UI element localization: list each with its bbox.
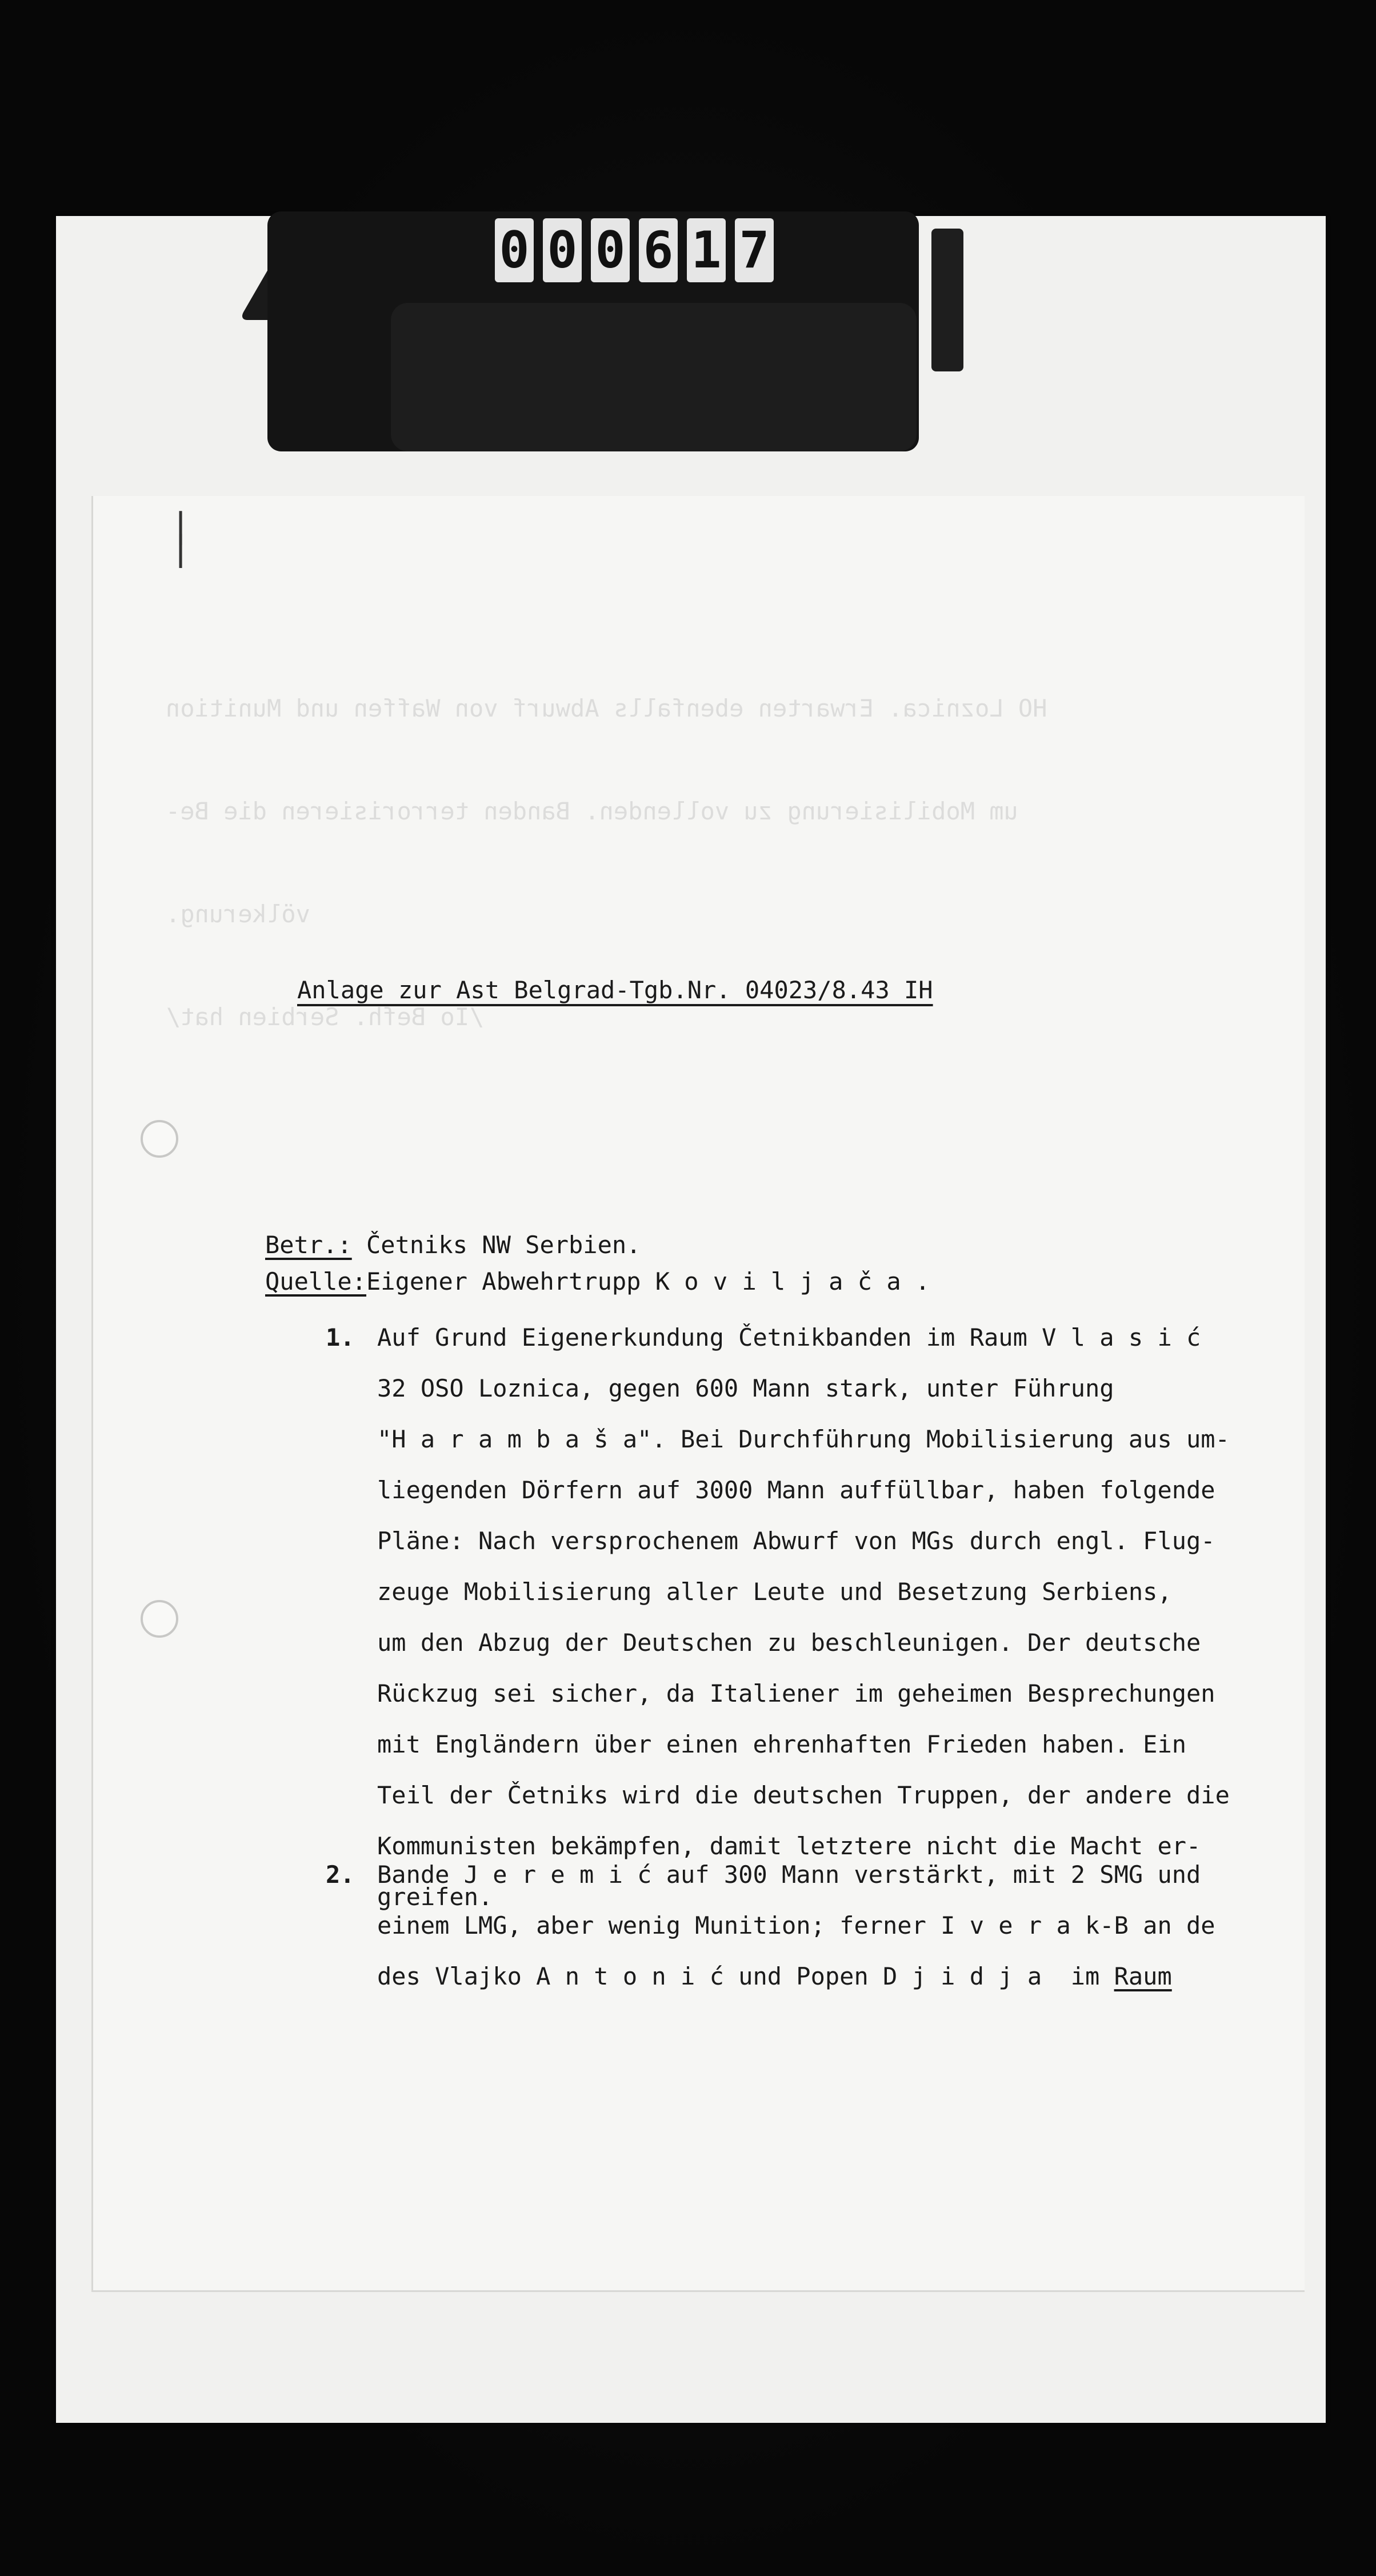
underlined-word: Raum [1114,1962,1172,1990]
punch-hole [141,1600,178,1638]
bleed-line: um Mobilisierung zu vollenden. Banden terrorisieren die Be- [166,797,1018,825]
bleed-line: /Io Befh. Serbien hat/ [166,1003,484,1031]
bleed-line: völkerung. [166,900,310,928]
item-number: 2. [326,1861,355,1889]
item-number: 1. [326,1323,355,1351]
source-label: Quelle: [265,1267,367,1295]
frame-counter [495,218,774,285]
counter-digit: 0 [591,218,630,282]
item-text: Auf Grund Eigenerkundung Četnikbanden im Raum V l a s i ć 32 OSO Loznica, gegen 600 Mann stark, unter Führung "H a r a m b a š a". Bei Durchführung Mobilisierung aus um- liegenden Dörfern auf 3000 Mann auffüllbar, haben folgende Pläne: Nach versprochenem Abwurf von MGs durch engl. Flug- zeuge Mobilisierung aller Leute und Besetzung Serbiens, um den Abzug der Deutschen zu beschleunigen. Der deutsche Rückzug sei sicher, da Italiener im geheimen Besprechungen mit Engländern über einen ehrenhaften Frieden haben. Ein Teil der Četniks wird die deutschen Truppen, der andere die Kommunisten bekämpfen, damit letztere nicht die Macht er- greifen. [377,1323,1230,1911]
item-text-body: Bande J e r e m i ć auf 300 Mann verstärkt, mit 2 SMG und einem LMG, aber wenig Munition; ferner I v e r a k-B an de des Vlajko A n t o n i ć und Popen D j i d j a im [377,1861,1215,1990]
counter-digit: 1 [687,218,726,282]
subject-line [265,1231,641,1259]
subject-label: Betr.: [265,1231,352,1259]
counter-digit: 0 [543,218,582,282]
source-line [265,1267,930,1295]
subject-text: Četniks NW Serbien. [351,1231,641,1259]
bleed-line: HO Loznica. Erwarten ebenfalls Abwurf von Waffen und Munition [166,694,1047,722]
counter-clip-base [391,303,917,451]
source-text: Eigener Abwehrtrupp K o v i l j a č a . [366,1267,930,1295]
pencil-mark: | | [170,506,191,569]
counter-digit: 6 [639,218,678,282]
annex-heading: Anlage zur Ast Belgrad-Tgb.Nr. 04023/8.43 IH [297,976,933,1004]
counter-digit: 7 [735,218,774,282]
item-text [377,1849,1314,2002]
counter-digit: 0 [495,218,534,282]
punch-hole [141,1120,178,1158]
counter-knob [931,229,963,371]
